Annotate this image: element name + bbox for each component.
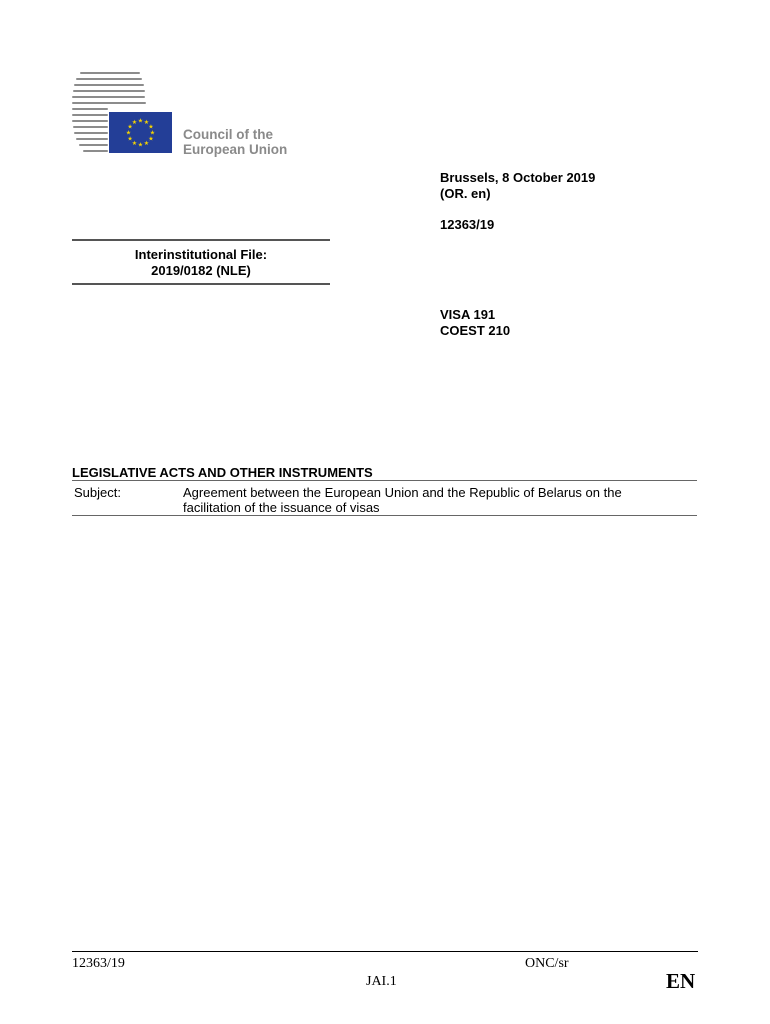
subject-line-2: facilitation of the issuance of visas bbox=[183, 500, 380, 515]
flag-star-icon: ★ bbox=[137, 142, 144, 149]
interinstitutional-file bbox=[72, 247, 330, 279]
flag-star-icon: ★ bbox=[148, 124, 154, 131]
place-date: Brussels, 8 October 2019 bbox=[440, 170, 596, 185]
footer-doc-number: 12363/19 bbox=[72, 956, 125, 971]
flag-star-icon: ★ bbox=[131, 140, 138, 147]
organization-name bbox=[183, 127, 287, 157]
file-box-top-rule bbox=[72, 239, 330, 241]
footer-initials: ONC/sr bbox=[525, 956, 569, 971]
flag-star-icon: ★ bbox=[137, 118, 144, 125]
document-codes bbox=[440, 307, 510, 339]
file-box-bottom-rule bbox=[72, 283, 330, 285]
section-title: LEGISLATIVE ACTS AND OTHER INSTRUMENTS bbox=[72, 465, 373, 480]
flag-star-icon: ★ bbox=[131, 120, 138, 127]
flag-star-icon: ★ bbox=[143, 140, 150, 147]
code-coest: COEST 210 bbox=[440, 323, 511, 338]
subject-rule bbox=[72, 515, 697, 516]
eu-flag-icon bbox=[109, 112, 172, 153]
document-number: 12363/19 bbox=[440, 217, 495, 232]
date-block bbox=[440, 170, 595, 202]
interinstitutional-file-number: 2019/0182 (NLE) bbox=[151, 263, 251, 278]
language-code: EN bbox=[666, 969, 696, 993]
flag-star-icon: ★ bbox=[127, 124, 133, 131]
flag-star-icon: ★ bbox=[127, 136, 133, 143]
flag-star-icon: ★ bbox=[148, 136, 154, 143]
original-language: (OR. en) bbox=[440, 186, 491, 201]
flag-star-icon: ★ bbox=[143, 120, 150, 127]
flag-star-icon: ★ bbox=[125, 130, 132, 137]
subject-label: Subject: bbox=[74, 485, 121, 500]
section-rule bbox=[72, 480, 697, 481]
subject-text bbox=[183, 485, 698, 515]
footer-rule bbox=[72, 951, 698, 952]
code-visa: VISA 191 bbox=[440, 307, 496, 322]
organization-line-1: Council of the bbox=[183, 127, 273, 142]
organization-line-2: European Union bbox=[183, 142, 288, 157]
footer-directorate: JAI.1 bbox=[366, 974, 397, 989]
subject-line-1: Agreement between the European Union and the Republic of Belarus on the bbox=[183, 485, 622, 500]
flag-star-icon: ★ bbox=[149, 130, 156, 137]
interinstitutional-file-label: Interinstitutional File: bbox=[134, 247, 268, 262]
